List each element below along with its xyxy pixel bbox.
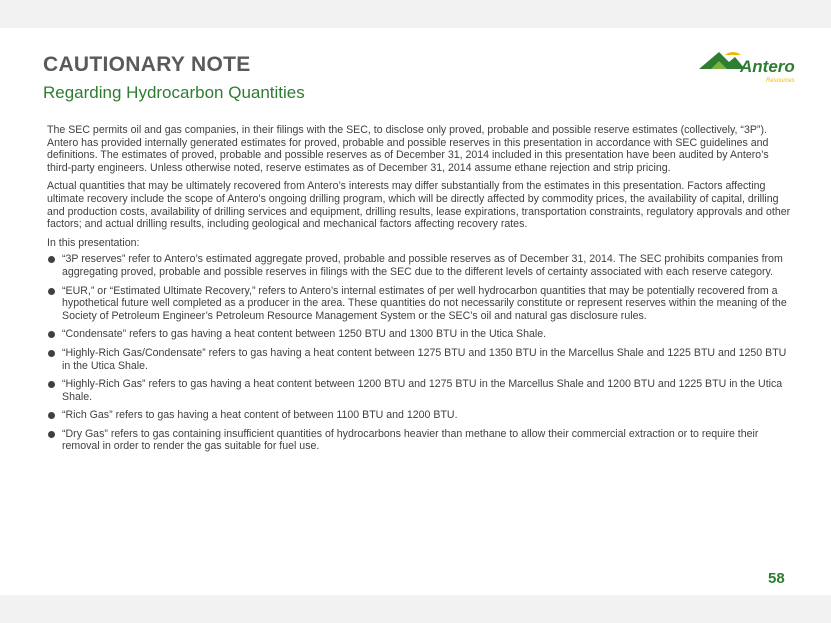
page-subtitle: Regarding Hydrocarbon Quantities — [43, 83, 305, 102]
list-item-text: “Highly-Rich Gas” refers to gas having a heat content between 1200 BTU and 1275 BTU in the Marcellus Shale and 1200 BTU and 1225 BTU in the Utica Shale. — [62, 378, 783, 403]
list-item-text: “Dry Gas” refers to gas containing insufficient quantities of hydrocarbons heavier than methane to allow their commercial extraction or to require their removal in order to render the gas suitable for fuel use. — [62, 427, 759, 453]
logo-tagline: Resources — [766, 78, 795, 84]
list-item — [47, 285, 795, 323]
logo-wordmark: Antero — [740, 57, 795, 76]
page-number: 58 — [768, 570, 785, 587]
list-item-text: “Highly-Rich Gas/Condensate” refers to gas having a heat content between 1275 BTU and 1350 BTU in the Marcellus Shale and 1225 BTU and 1250 BTU in the Utica Shale. — [62, 346, 787, 372]
list-item-text: “3P reserves” refer to Antero’s estimated aggregate proved, probable and possible reserves as of December 31, 2014. The SEC prohibits companies from aggregating proved, probable and possible reserves in filings with the SEC due to the different levels of certainty associated with each reserve category. — [62, 253, 783, 278]
list-item — [47, 347, 795, 372]
page-title: CAUTIONARY NOTE — [43, 53, 251, 76]
slide — [0, 28, 831, 595]
paragraph-actual-quantities: Actual quantities that may be ultimately recovered from Antero’s interests may differ substantially from the estimates in this presentation. Factors affecting ultimate recovery include the scope of Antero’s ongoing drilling program, which will be directly affected by commodity prices, the availability of capital, drilling and production costs, availability of drilling services and equipment, drilling results, lease expirations, transportation constraints, regulatory approvals and other factors; and actual drilling results, including geological and mechanical factors affecting recovery rates. — [47, 180, 791, 231]
bullet-icon — [48, 412, 55, 419]
list-item — [47, 378, 795, 403]
bullet-icon — [48, 431, 55, 438]
antero-logo — [697, 42, 797, 90]
bullet-icon — [48, 256, 55, 263]
bullet-icon — [48, 381, 55, 388]
list-item-text: “Condensate” refers to gas having a heat content between 1250 BTU and 1300 BTU in the Utica Shale. — [62, 328, 547, 341]
bullet-icon — [48, 288, 55, 295]
paragraph-sec-reserves: The SEC permits oil and gas companies, in their filings with the SEC, to disclose only proved, probable and possible reserve estimates (collectively, “3P”). Antero has provided internally generated estimates for proved, probable and possible reserves in this presentation in accordance with SEC guidelines and definitions. The estimates of proved, probable and possible reserves as of December 31, 2014 included in this presentation have been audited by Antero’s third-party engineers. Unless otherwise noted, reserve estimates as of December 31, 2014 assume ethane rejection and strip pricing. — [47, 124, 769, 174]
list-item — [47, 428, 795, 453]
cautionary-body — [47, 124, 795, 459]
list-item — [47, 253, 795, 278]
definitions-list — [47, 253, 795, 453]
list-item — [47, 328, 795, 341]
list-item — [47, 409, 795, 422]
list-item-text: “Rich Gas” refers to gas having a heat content of between 1100 BTU and 1200 BTU. — [62, 409, 458, 422]
bullets-intro: In this presentation: — [47, 236, 140, 249]
list-item-text: “EUR,” or “Estimated Ultimate Recovery,” refers to Antero’s internal estimates of per well hydrocarbon quantities that may be potentially recovered from a hypothetical future well completed as a producer in the area. These quantities do not necessarily constitute or represent reserves within the meaning of the Society of Petroleum Engineer’s Petroleum Resource Management System or the SEC’s oil and natural gas disclosure rules. — [62, 284, 787, 322]
bullet-icon — [48, 331, 55, 338]
antero-logo-icon — [697, 42, 797, 90]
bullet-icon — [48, 350, 55, 357]
